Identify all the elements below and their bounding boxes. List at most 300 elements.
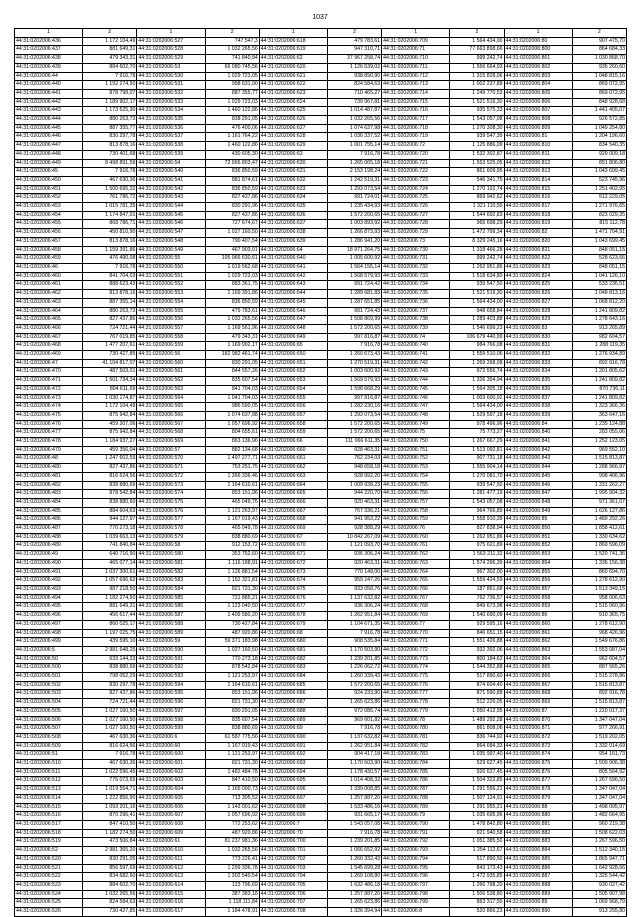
cadastral-value-cell: 772 253,62	[205, 820, 259, 829]
cadastral-value-cell: 853 151,96	[205, 490, 259, 499]
cadastral-value-cell: 881 649,31	[83, 46, 137, 55]
cadastral-value-cell: 713 305,52	[205, 794, 259, 803]
cadastral-value-cell: 869 072,95	[572, 81, 626, 90]
cadastral-number-cell: 44:31:0202006:660	[259, 446, 327, 455]
cadastral-value-cell: 1 032 265,56	[205, 46, 259, 55]
cadastral-number-cell: 44:31:0202006:525	[15, 899, 83, 908]
cadastral-value-cell: 1 506 538,80	[450, 890, 504, 899]
cadastral-value-cell: 1 460 122,86	[205, 142, 259, 151]
cadastral-value-cell: 1 519 202,05	[572, 733, 626, 742]
cadastral-number-cell: 44:31:0202006:676	[259, 594, 327, 603]
table-row	[15, 864, 627, 873]
cadastral-number-cell: 44:31:0202006:816	[504, 194, 572, 203]
table-row	[15, 46, 627, 55]
cadastral-number-cell: 44:31:0202006:661	[259, 455, 327, 464]
cadastral-value-cell: 884 604,63	[83, 507, 137, 516]
cadastral-value-cell: 827 437,86	[83, 316, 137, 325]
table-row	[15, 525, 627, 534]
cadastral-number-cell: 44:31:0202006:635	[259, 203, 327, 212]
cadastral-value-cell: 1 347 047,04	[572, 716, 626, 725]
cadastral-value-cell: 1 239 201,85	[327, 838, 381, 847]
cadastral-number-cell: 44:31:0202006:472	[15, 385, 83, 394]
cadastral-value-cell: 1 572 200,65	[327, 420, 381, 429]
cadastral-value-cell: 762 234,03	[327, 455, 381, 464]
cadastral-number-cell: 44:31:0202006:78	[382, 716, 450, 725]
cadastral-value-cell: 1 286 941,20	[327, 237, 381, 246]
cadastral-value-cell: 1 556 664,93	[450, 63, 504, 72]
table-row	[15, 290, 627, 299]
cadastral-number-cell: 44:31:0202006:845	[504, 472, 572, 481]
cadastral-number-cell: 44:31:0202006:495	[15, 603, 83, 612]
cadastral-value-cell: 1 030 174,87	[83, 394, 137, 403]
cadastral-number-cell: 44:31:0202006:564	[137, 394, 205, 403]
cadastral-value-cell: 1 546 699,23	[450, 324, 504, 333]
cadastral-number-cell: 44:31:0202006:529	[137, 55, 205, 64]
cadastral-number-cell: 44:31:0202006:493	[15, 586, 83, 595]
cadastral-value-cell: 907 475,70	[572, 37, 626, 46]
cadastral-number-cell: 44:31:0202006:630	[259, 159, 327, 168]
cadastral-number-cell: 44:31:0202006:631	[259, 168, 327, 177]
cadastral-number-cell: 44:31:0202006:62	[259, 55, 327, 64]
cadastral-value-cell: 841 704,03	[83, 272, 137, 281]
cadastral-value-cell: 835 607,54	[205, 377, 259, 386]
table-row	[15, 263, 627, 272]
cadastral-value-cell: 800 184,63	[450, 655, 504, 664]
cadastral-value-cell: 1 441 405,07	[572, 107, 626, 116]
cadastral-value-cell: 1 068 812,20	[572, 298, 626, 307]
cadastral-value-cell: 1 271 976,65	[572, 203, 626, 212]
cadastral-number-cell: 44:31:0202006:5	[15, 646, 83, 655]
cadastral-value-cell: 1 257 887,20	[327, 890, 381, 899]
cadastral-value-cell: 1 121 253,97	[205, 751, 259, 760]
cadastral-number-cell: 44:31:0202006:571	[137, 464, 205, 473]
cadastral-value-cell: 1 043 699,45	[572, 168, 626, 177]
cadastral-value-cell: 1 035 997,40	[450, 751, 504, 760]
cadastral-value-cell: 1 118 111,84	[205, 899, 259, 908]
cadastral-value-cell: 1 572 200,65	[327, 429, 381, 438]
cadastral-value-cell: 1 260 332,43	[327, 855, 381, 864]
cadastral-number-cell: 44:31:0202006:592	[137, 664, 205, 673]
cadastral-number-cell: 44:31:0202006:713	[382, 81, 450, 90]
cadastral-value-cell: 753 251,75	[205, 464, 259, 473]
cadastral-value-cell: 913 255,80	[572, 908, 626, 917]
cadastral-value-cell: 1 226 062,72	[327, 664, 381, 673]
cadastral-number-cell: 44:31:0202006:568	[137, 429, 205, 438]
header-cell: 2	[450, 29, 504, 38]
cadastral-value-cell: 1 563 211,32	[450, 551, 504, 560]
cadastral-number-cell: 44:31:0202006:869	[504, 699, 572, 708]
cadastral-number-cell: 44:31:0202006:766	[382, 586, 450, 595]
cadastral-value-cell: 465 077,14	[83, 559, 137, 568]
cadastral-number-cell: 44:31:0202006:682	[259, 655, 327, 664]
cadastral-number-cell: 44:31:0202006:593	[137, 673, 205, 682]
cadastral-value-cell: 1 074 637,98	[327, 124, 381, 133]
cadastral-value-cell: 920 463,31	[327, 498, 381, 507]
cadastral-number-cell: 44:31:0202006:772	[382, 646, 450, 655]
cadastral-value-cell: 838 880,69	[205, 533, 259, 542]
cadastral-number-cell: 44:31:0202006:537	[137, 133, 205, 142]
cadastral-number-cell: 44:31:0202006:534	[137, 107, 205, 116]
cadastral-number-cell: 44:31:0202006:878	[504, 786, 572, 795]
cadastral-number-cell: 44:31:0202006:483	[15, 490, 83, 499]
cadastral-number-cell: 44:31:0202006:708	[259, 908, 327, 917]
cadastral-value-cell: 875 942,84	[83, 411, 137, 420]
table-row	[15, 751, 627, 760]
cadastral-number-cell: 44:31:0202006:677	[259, 603, 327, 612]
cadastral-value-cell: 860 025,17	[83, 620, 137, 629]
cadastral-value-cell: 969 601,82	[327, 716, 381, 725]
cadastral-number-cell: 44:31:0202006:578	[137, 525, 205, 534]
cadastral-number-cell: 44:31:0202006:469	[15, 351, 83, 360]
cadastral-value-cell: 1 472 799,34	[450, 229, 504, 238]
cadastral-number-cell: 44:31:0202006:843	[504, 455, 572, 464]
cadastral-number-cell: 44:31:0202006:622	[259, 81, 327, 90]
cadastral-value-cell: 1 553 525,05	[450, 159, 504, 168]
cadastral-value-cell: 37 967 258,74	[327, 55, 381, 64]
cadastral-number-cell: 44:31:0202006:699	[259, 812, 327, 821]
cadastral-value-cell: 1 858 412,61	[572, 525, 626, 534]
table-row	[15, 690, 627, 699]
cadastral-value-cell: 1 330 634,62	[572, 533, 626, 542]
cadastral-value-cell: 1 532 302,87	[450, 150, 504, 159]
cadastral-number-cell: 44:31:0202006:645	[259, 298, 327, 307]
cadastral-number-cell: 44:31:0202006:856	[504, 577, 572, 586]
cadastral-number-cell: 44:31:0202006:66	[259, 438, 327, 447]
cadastral-number-cell: 44:31:0202006:667	[259, 507, 327, 516]
cadastral-value-cell: 869 072,95	[572, 89, 626, 98]
cadastral-number-cell: 44:31:0202006:687	[259, 699, 327, 708]
cadastral-value-cell: 1 005 600,92	[327, 255, 381, 264]
cadastral-value-cell: 1 564 305,18	[450, 385, 504, 394]
cadastral-value-cell: 1 549 676,86	[572, 638, 626, 647]
cadastral-number-cell: 44:31:0202006:769	[382, 612, 450, 621]
cadastral-value-cell: 1 032 265,56	[83, 890, 137, 899]
cadastral-number-cell: 44:31:0202006:470	[15, 368, 83, 377]
cadastral-number-cell: 44:31:0202006:807	[504, 107, 572, 116]
cadastral-value-cell: 1 164 610,61	[205, 681, 259, 690]
cadastral-value-cell: 827 437,86	[83, 690, 137, 699]
cadastral-value-cell: 999 242,74	[450, 55, 504, 64]
cadastral-number-cell: 44:31:0202006:718	[382, 124, 450, 133]
cadastral-number-cell: 44:31:0202006:460	[15, 272, 83, 281]
cadastral-value-cell: 1 267 596,50	[572, 838, 626, 847]
table-row	[15, 908, 627, 917]
cadastral-value-cell: 7 916,78	[327, 725, 381, 734]
cadastral-value-cell: 1 116 188,91	[205, 559, 259, 568]
cadastral-value-cell: 1 501 734,34	[83, 377, 137, 386]
cadastral-number-cell: 44:31:0202006:589	[137, 629, 205, 638]
cadastral-value-cell: 972 086,74	[327, 707, 381, 716]
cadastral-number-cell: 44:31:0202006:798	[382, 890, 450, 899]
cadastral-number-cell: 44:31:0202006:801	[504, 55, 572, 64]
cadastral-number-cell: 44:31:0202006:700	[259, 838, 327, 847]
cadastral-number-cell: 44:31:0202006:761	[382, 542, 450, 551]
cadastral-value-cell: 1 222 856,90	[83, 794, 137, 803]
cadastral-value-cell: 1 512 340,15	[572, 847, 626, 856]
cadastral-number-cell: 44:31:0202006:88	[504, 803, 572, 812]
cadastral-number-cell: 44:31:0202006:596	[137, 699, 205, 708]
cadastral-value-cell: 1 121 253,97	[205, 673, 259, 682]
cadastral-number-cell: 44:31:0202006:833	[504, 359, 572, 368]
cadastral-number-cell: 44:31:0202006:54	[137, 159, 205, 168]
cadastral-value-cell: 1 152 321,81	[205, 577, 259, 586]
cadastral-number-cell: 44:31:0202006:478	[15, 438, 83, 447]
cadastral-number-cell: 44:31:0202006:640	[259, 255, 327, 264]
cadastral-number-cell: 44:31:0202006:873	[504, 742, 572, 751]
cadastral-value-cell: 1 521 519,30	[450, 98, 504, 107]
table-row	[15, 194, 627, 203]
cadastral-value-cell: 892 916,78	[572, 690, 626, 699]
cadastral-value-cell: 1 267 596,50	[572, 777, 626, 786]
cadastral-value-cell: 1 336 156,38	[572, 559, 626, 568]
cadastral-number-cell: 44:31:0202006:747	[382, 403, 450, 412]
cadastral-number-cell: 44:31:0202006:492	[15, 577, 83, 586]
table-row	[15, 655, 627, 664]
cadastral-number-cell: 44:31:0202006:695	[259, 777, 327, 786]
cadastral-number-cell: 44:31:0202006:790	[382, 820, 450, 829]
cadastral-number-cell: 44:31:0202006:71	[382, 46, 450, 55]
cadastral-value-cell: 18 971 264,75	[327, 246, 381, 255]
cadastral-number-cell: 44:31:0202006:709	[382, 37, 450, 46]
cadastral-value-cell: 1 242 519,31	[327, 176, 381, 185]
cadastral-value-cell: 1 569 579,93	[327, 377, 381, 386]
cadastral-number-cell: 44:31:0202006:497	[15, 620, 83, 629]
cadastral-number-cell: 44:31:0202006:863	[504, 646, 572, 655]
cadastral-value-cell: 982 604,57	[572, 333, 626, 342]
cadastral-number-cell: 44:31:0202006:875	[504, 760, 572, 769]
cadastral-number-cell: 44:31:0202006:613	[137, 873, 205, 882]
cadastral-value-cell: 459 356,04	[83, 446, 137, 455]
cadastral-value-cell: 841 704,03	[205, 385, 259, 394]
cadastral-number-cell: 44:31:0202006:616	[137, 899, 205, 908]
table-row	[15, 777, 627, 786]
cadastral-value-cell: 1 169 902,17	[205, 342, 259, 351]
cadastral-number-cell: 44:31:0202006:61	[137, 838, 205, 847]
cadastral-number-cell: 44:31:0202006:69	[259, 725, 327, 734]
cadastral-value-cell: 948 658,18	[327, 464, 381, 473]
cadastral-number-cell: 44:31:0202006:793	[382, 847, 450, 856]
cadastral-value-cell: 1 482 664,95	[572, 812, 626, 821]
cadastral-value-cell: 1 270 308,30	[450, 124, 504, 133]
cadastral-number-cell: 44:31:0202006:51	[15, 751, 83, 760]
table-row	[15, 333, 627, 342]
cadastral-number-cell: 44:31:0202006:471	[15, 377, 83, 386]
cadastral-number-cell: 44:31:0202006:477	[15, 429, 83, 438]
cadastral-number-cell: 44:31:0202006:553	[137, 290, 205, 299]
table-row	[15, 107, 627, 116]
cadastral-value-cell: 533 236,51	[572, 281, 626, 290]
cadastral-value-cell: 827 838,94	[450, 525, 504, 534]
cadastral-number-cell: 44:31:0202006:83	[504, 324, 572, 333]
cadastral-value-cell: 991 724,42	[327, 281, 381, 290]
table-row	[15, 150, 627, 159]
cadastral-value-cell: 968 426,96	[572, 629, 626, 638]
cadastral-value-cell: 1 326 394,94	[450, 377, 504, 386]
cadastral-number-cell: 44:31:0202006:491	[15, 568, 83, 577]
cadastral-number-cell: 44:31:0202006:58	[137, 542, 205, 551]
cadastral-value-cell: 2 981 648,25	[83, 646, 137, 655]
cadastral-number-cell: 44:31:0202006:837	[504, 394, 572, 403]
cadastral-value-cell: 710 465,27	[327, 89, 381, 98]
table-row	[15, 612, 627, 621]
cadastral-number-cell: 44:31:0202006:587	[137, 612, 205, 621]
table-row	[15, 498, 627, 507]
cadastral-value-cell: 776 073,65	[83, 777, 137, 786]
cadastral-value-cell: 1 544 692,83	[450, 211, 504, 220]
cadastral-number-cell: 44:31:0202006:468	[15, 342, 83, 351]
cadastral-number-cell: 44:31:0202006:692	[259, 751, 327, 760]
cadastral-value-cell: 105 966 630,61	[205, 255, 259, 264]
cadastral-number-cell: 44:31:0202006:484	[15, 498, 83, 507]
cadastral-number-cell: 44:31:0202006:76	[382, 525, 450, 534]
cadastral-number-cell: 44:31:0202006:689	[259, 716, 327, 725]
cadastral-value-cell: 944 220,70	[327, 490, 381, 499]
table-row	[15, 881, 627, 890]
cadastral-number-cell: 44:31:0202006:586	[137, 603, 205, 612]
cadastral-value-cell: 7 916,78	[83, 751, 137, 760]
cadastral-value-cell: 767 019,85	[83, 333, 137, 342]
cadastral-number-cell: 44:31:0202006:804	[504, 81, 572, 90]
cadastral-value-cell: 1 504 322,85	[450, 777, 504, 786]
table-row	[15, 586, 627, 595]
cadastral-number-cell: 44:31:0202006:727	[382, 211, 450, 220]
cadastral-number-cell: 44:31:0202006:827	[504, 298, 572, 307]
cadastral-number-cell: 44:31:0202006:792	[382, 838, 450, 847]
cadastral-value-cell: 1 169 391,86	[205, 290, 259, 299]
cadastral-value-cell: 1 325 544,42	[572, 873, 626, 882]
table-row	[15, 211, 627, 220]
cadastral-number-cell: 44:31:0202006:881	[504, 820, 572, 829]
cadastral-value-cell: 523 745,96	[572, 176, 626, 185]
cadastral-value-cell: 875 942,84	[83, 429, 137, 438]
cadastral-value-cell: 1 262 951,84	[327, 612, 381, 621]
cadastral-value-cell: 881 874,61	[205, 176, 259, 185]
cadastral-number-cell: 44:31:0202006:451	[15, 185, 83, 194]
cadastral-value-cell: 1 543 057,08	[327, 820, 381, 829]
table-row	[15, 411, 627, 420]
cadastral-value-cell: 1 167 019,43	[205, 516, 259, 525]
cadastral-value-cell: 730 427,84	[205, 620, 259, 629]
cadastral-value-cell: 1 500 695,32	[83, 185, 137, 194]
cadastral-number-cell: 44:31:0202006:818	[504, 211, 572, 220]
cadastral-value-cell: 1 331 262,27	[572, 481, 626, 490]
cadastral-number-cell: 44:31:0202006:647	[259, 316, 327, 325]
cadastral-value-cell: 1 032 265,56	[327, 116, 381, 125]
cadastral-value-cell: 487 503,01	[83, 368, 137, 377]
cadastral-value-cell: 1 137 632,82	[327, 594, 381, 603]
cadastral-value-cell: 72 966 803,47	[205, 159, 259, 168]
cadastral-value-cell: 1 262 951,84	[327, 742, 381, 751]
table-row	[15, 385, 627, 394]
cadastral-value-cell: 835 607,54	[205, 716, 259, 725]
cadastral-number-cell: 44:31:0202006:739	[382, 324, 450, 333]
cadastral-number-cell: 44:31:0202006:767	[382, 594, 450, 603]
cadastral-value-cell: 187 861,68	[450, 586, 504, 595]
table-row	[15, 342, 627, 351]
header-cell: 1	[382, 29, 450, 38]
cadastral-value-cell: 1 027 160,50	[83, 707, 137, 716]
cadastral-number-cell: 44:31:0202006:60	[137, 742, 205, 751]
table-row	[15, 820, 627, 829]
cadastral-number-cell: 44:31:0202006:867	[504, 681, 572, 690]
cadastral-value-cell: 849 673,98	[450, 603, 504, 612]
cadastral-number-cell: 44:31:0202006:784	[382, 760, 450, 769]
cadastral-value-cell: 2 981 365,20	[83, 847, 137, 856]
cadastral-number-cell: 44:31:0202006:524	[15, 890, 83, 899]
cadastral-value-cell: 1 182 274,50	[83, 829, 137, 838]
cadastral-value-cell: 479 783,61	[327, 37, 381, 46]
cadastral-number-cell: 44:31:0202006:530	[137, 72, 205, 81]
cadastral-value-cell: 1 014 487,87	[327, 107, 381, 116]
table-row	[15, 438, 627, 447]
cadastral-number-cell: 44:31:0202006:859	[504, 603, 572, 612]
cadastral-number-cell: 44:31:0202006:675	[259, 586, 327, 595]
cadastral-value-cell: 844 557,26	[205, 368, 259, 377]
table-row	[15, 794, 627, 803]
table-row	[15, 324, 627, 333]
cadastral-value-cell: 1 477 207,61	[83, 342, 137, 351]
cadastral-value-cell: 1 520 741,36	[572, 551, 626, 560]
cadastral-number-cell: 44:31:0202006:489	[15, 542, 83, 551]
cadastral-number-cell: 44:31:0202006:628	[259, 133, 327, 142]
table-row	[15, 281, 627, 290]
cadastral-value-cell: 1 029 723,03	[205, 272, 259, 281]
cadastral-number-cell: 44:31:0202006:504	[15, 699, 83, 708]
cadastral-number-cell: 44:31:0202006:609	[137, 829, 205, 838]
cadastral-number-cell: 44:31:0202006:438	[15, 55, 83, 64]
cadastral-number-cell: 44:31:0202006:659	[259, 429, 327, 438]
cadastral-number-cell: 44:31:0202006:855	[504, 568, 572, 577]
cadastral-value-cell: 727 674,67	[205, 220, 259, 229]
table-row	[15, 142, 627, 151]
cadastral-value-cell: 967 302,00	[450, 568, 504, 577]
cadastral-number-cell: 44:31:0202006:842	[504, 446, 572, 455]
cadastral-value-cell: 1 347 047,04	[572, 794, 626, 803]
cadastral-value-cell: 1 347 047,04	[572, 786, 626, 795]
cadastral-value-cell: 1 564 434,00	[450, 403, 504, 412]
cadastral-value-cell: 1 521 519,30	[450, 290, 504, 299]
cadastral-value-cell: 182 982 461,74	[205, 351, 259, 360]
cadastral-value-cell: 847 410,50	[205, 777, 259, 786]
cadastral-value-cell: 1 051 385,50	[450, 838, 504, 847]
cadastral-value-cell: 1 239 201,85	[327, 655, 381, 664]
cadastral-value-cell: 1 262 951,86	[450, 533, 504, 542]
cadastral-value-cell: 1 281 477,19	[450, 490, 504, 499]
cadastral-value-cell: 1 043 699,45	[572, 237, 626, 246]
cadastral-number-cell: 44:31:0202006:707	[259, 899, 327, 908]
table-row	[15, 673, 627, 682]
cadastral-number-cell: 44:31:0202006:794	[382, 855, 450, 864]
cadastral-number-cell: 44:31:0202006:485	[15, 507, 83, 516]
cadastral-value-cell: 363 647,16	[572, 411, 626, 420]
cadastral-value-cell: 1 505 907,98	[572, 890, 626, 899]
cadastral-value-cell: 529 627,45	[450, 760, 504, 769]
cadastral-number-cell: 44:31:0202006:779	[382, 707, 450, 716]
cadastral-number-cell: 44:31:0202006:486	[15, 516, 83, 525]
table-row	[15, 464, 627, 473]
cadastral-number-cell: 44:31:0202006:47	[15, 359, 83, 368]
cadastral-number-cell: 44:31:0202006:655	[259, 394, 327, 403]
cadastral-value-cell: 512 229,05	[572, 194, 626, 203]
cadastral-value-cell: 830 297,78	[83, 681, 137, 690]
cadastral-number-cell: 44:31:0202006:690	[259, 733, 327, 742]
cadastral-number-cell: 44:31:0202006:632	[259, 176, 327, 185]
cadastral-number-cell: 44:31:0202006:526	[15, 908, 83, 917]
cadastral-number-cell: 44:31:0202006:475	[15, 411, 83, 420]
cadastral-number-cell: 44:31:0202006:436	[15, 37, 83, 46]
cadastral-value-cell: 816 624,56	[83, 472, 137, 481]
cadastral-number-cell: 44:31:0202006:866	[504, 673, 572, 682]
